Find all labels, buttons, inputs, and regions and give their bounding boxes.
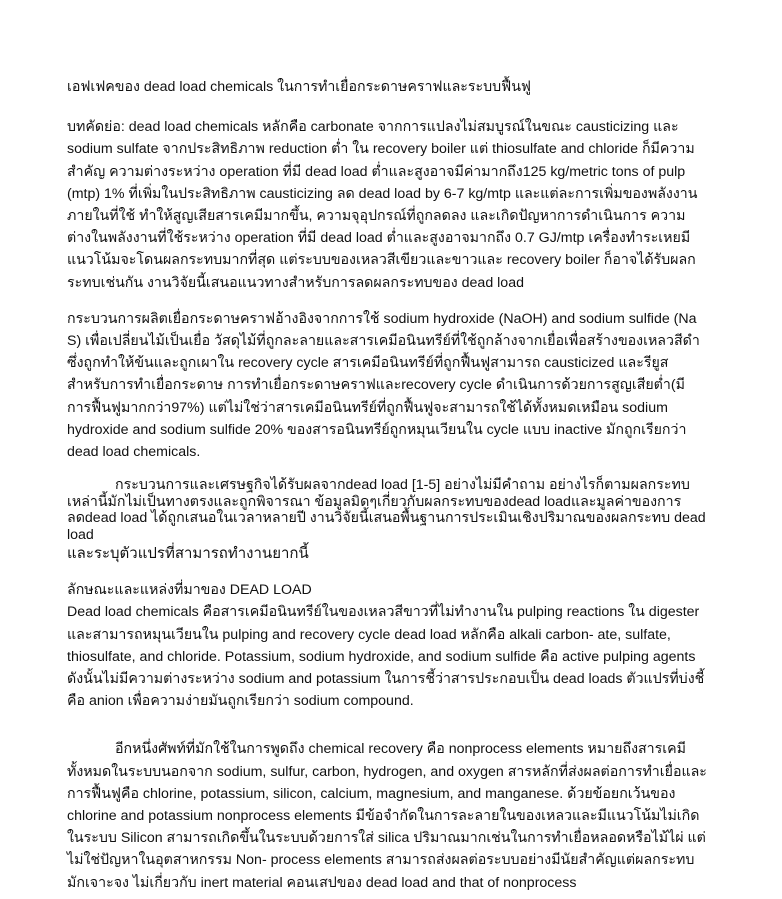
document-page: [67, 76, 707, 894]
nonprocess-paragraph: อีกหนึ่งศัพท์ที่มักใช้ในการพูดถึง chemical recovery คือ nonprocess elements หมายถึงสารเคมีทั้งหมดในระบบนอกจาก sodium, sulfur, carbon, hydrogen, and oxygen สารหลักที่ส่งผลต่อการทำเยื่อและการฟื้นฟูคือ chlorine, potassium, silicon, calcium, magnesium, and manganese. ด้วยข้อยกเว้นของ chlorine and potassium nonprocess elements มีข้อจำกัดในการละลายในของเหลวและมีแนวโน้มไม่เกิดในระบบ Silicon สามารถเกิดขึ้นในระบบด้วยการใส่ silica ปริมาณมากเช่นในการทำเยื่อหลอดหรือไม้ไผ่ แต่ไม่ใช่ปัญหาในอุตสาหกรรม Non- process elements สามารถส่งผลต่อระบบอย่างมีนัยสำคัญแต่ผลกระทบมักเจาะจง ไม่เกี่ยวกับ inert material คอนเสปของ dead load and that of nonprocess: [67, 741, 707, 891]
deadload-definition-paragraph: Dead load chemicals คือสารเคมีอนินทรีย์ในของเหลวสีขาวที่ไม่ทำงานใน pulping reactions ใน digester และสามารถหมุนเวียนใน pulping and recovery cycle dead load หลักคือ alkali carbon- ate, sulfate, thiosulfate, and chloride. Potassium, sodium hydroxide, and sodium sulfide คือ active pulping agents ดังนั้นไม่มีความต่างระหว่าง sodium and potassium ในการชี้ว่าสารประกอบเป็น dead loads ตัวแปรที่บ่งชี้คือ anion เพื่อความง่ายมันถูกเรียกว่า sodium compound.: [67, 604, 705, 710]
document-title: เอฟเฟคของ dead load chemicals ในการทำเยื่อกระดาษคราฟและระบบฟื้นฟู: [67, 79, 531, 95]
abstract-paragraph: บทคัดย่อ: dead load chemicals หลักคือ carbonate จากการแปลงไม่สมบูรณ์ในขณะ causticizing และ sodium sulfate จากประสิทธิภาพ reduction ต่ำ ใน recovery boiler แต่ thiosulfate and chloride ก็มีความสำคัญ ความต่างระหว่าง operation ที่มี dead load ต่ำและสูงอาจมีค่ามากถึง125 kg/metric tons of pulp (mtp) 1% ที่เพิ่มในประสิทธิภาพ causticizing ลด dead load by 6-7 kg/mtp และแต่ละการเพิ่มของพลังงานภายในที่ใช้ ทำให้สูญเสียสารเคมีมากขึ้น, ความจุอุปกรณ์ที่ถูกลดลง และเกิดปัญหาการดำเนินการ ความต่างในพลังงานที่ใช้ระหว่าง operation ที่มี dead load ต่ำและสูงอาจมากถึง 0.7 GJ/mtp เครื่องทำระเหยมีแนวโน้มจะโดนผลกระทบมากที่สุด แต่ระบบของเหลวสีเขียวและขาวและ recovery boiler ก็อาจได้รับผลกระทบเช่นกัน งานวิจัยนี้เสนอแนวทางสำหรับการลดผลกระทบของ dead load: [67, 119, 698, 291]
intro-paragraph: กระบวนการผลิตเยื่อกระดาษคราฟอ้างอิงจากการใช้ sodium hydroxide (NaOH) and sodium sulfide (Na S) เพื่อเปลี่ยนไม้เป็นเยื่อ วัสดุไม้ที่ถูกละลายและสารเคมีอนินทรีย์ที่ใช้ถูกล้างจากเยื่อเพื่อสร้างของเหลวสีดำ ซึ่งถูกทำให้ข้นและถูกเผาใน recovery cycle สารเคมีอนินทรีย์ที่ถูกฟื้นฟูสามารถ causticized และรียูสสำหรับการทำเยื่อกระดาษ การทำเยื่อกระดาษคราฟและrecovery cycle ดำเนินการด้วยการสูญเสียต่ำ(มีการฟื้นฟูมากกว่า97%) แต่ไม่ใช่ว่าสารเคมีอนินทรีย์ที่ถูกฟื้นฟูจะสามารถใช้ได้ทั้งหมดเหมือน sodium hydroxide and sodium sulfide 20% ของสารอนินทรีย์ถูกหมุนเวียนใน cycle แบบ inactive มักถูกเรียกว่า dead load chemicals.: [67, 310, 700, 461]
economics-paragraph-tail: และระบุตัวแปรที่สามารถทำงานยากนี้: [67, 545, 309, 563]
section-heading: ลักษณะและแหล่งที่มาของ DEAD LOAD: [67, 582, 312, 599]
economics-paragraph: กระบวนการและเศรษฐกิจได้รับผลจากdead load [1-5] อย่างไม่มีคำถาม อย่างไรก็ตามผลกระทบเหล่านี้มักไม่เป็นทางตรงและถูกพิจารณา ข้อมูลมิดๆเกี่ยวกับผลกระทบของdead loadและมูลค่าของการลดdead load ได้ถูกเสนอในเวลาหลายปี งานวิจัยนี้เสนอพื้นฐานการประเมินเชิงปริมาณของผลกระทบ dead load: [67, 477, 706, 543]
